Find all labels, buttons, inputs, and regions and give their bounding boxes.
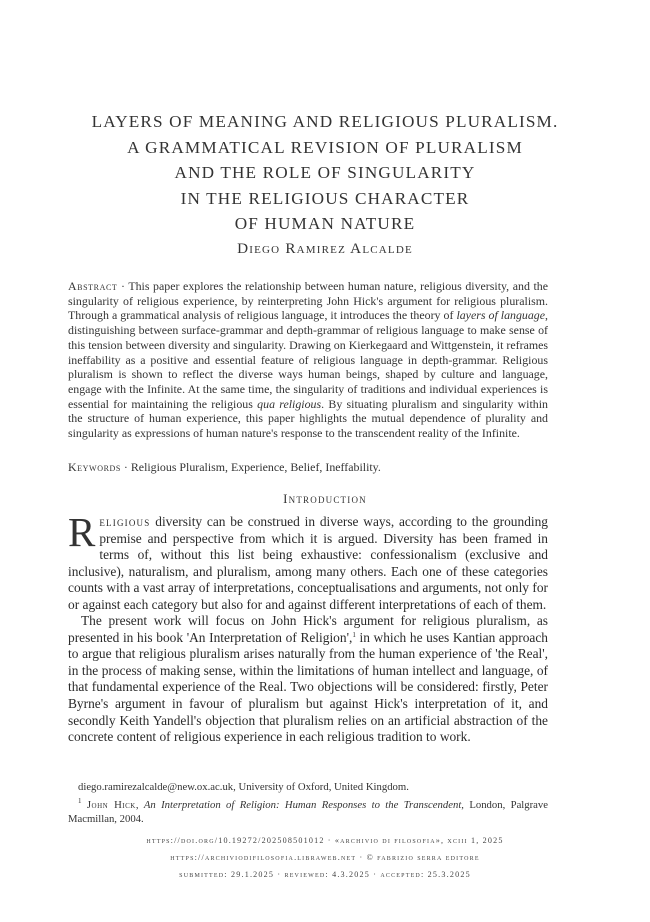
footnote-book-title: An Interpretation of Religion: Human Responses to the Transcendent (143, 799, 462, 811)
publisher-line: https://archiviodifilosofia.libraweb.net · © fabrizio serra editore (170, 853, 480, 862)
title-line: A GRAMMATICAL REVISION OF PLURALISM (127, 137, 523, 157)
keywords-separator: · (120, 460, 131, 474)
keywords-label: Keywords (68, 460, 121, 474)
abstract-separator: · (117, 279, 129, 293)
abstract-text: This paper explores the relationship between human nature, religious diversity, and the singularity of religious experience, by reinterpreting John Hick's argument for religious pluralism. Through a grammatical analysis of religious language, it introduces the theory of (68, 279, 548, 323)
author-contact: diego.ramirezalcalde@new.ox.ac.uk, University of Oxford, United Kingdom. (78, 781, 409, 793)
footnotes (68, 780, 548, 826)
title-line: IN THE RELIGIOUS CHARACTER (180, 188, 470, 208)
abstract-text: . By situating pluralism and singularity within the structure of human experience, this paper highlights the mutual dependence of plurality and singularity as expressions of human nature's response to the transcendent reality of the Infinite. (68, 396, 548, 441)
abstract (68, 279, 548, 441)
footnote-separator: , (135, 799, 144, 811)
keywords-text: Religious Pluralism, Experience, Belief, Ineffability. (130, 460, 381, 474)
drop-cap-lead: eligious (99, 514, 151, 529)
paper-title (40, 109, 610, 237)
title-line: AND THE ROLE OF SINGULARITY (174, 163, 476, 183)
paragraph-text: The present work will focus on John Hick's argument for religious pluralism, as presented in his book 'An Interpretation of Religion', (68, 613, 548, 645)
footnote-text: , London, Palgrave Macmillan, 2004. (68, 799, 549, 825)
doi-line: https://doi.org/10.19272/202508501012 · «archivio di filosofia», xciii 1, 2025 (146, 836, 504, 845)
section-heading: Introduction (283, 491, 367, 506)
abstract-label: Abstract (68, 279, 118, 293)
paragraph (68, 613, 548, 745)
submission-dates: submitted: 29.1.2025 · reviewed: 4.3.2025 · accepted: 25.3.2025 (179, 870, 471, 879)
footnote-reference[interactable]: 1 (352, 630, 356, 639)
abstract-emphasis: layers of language (456, 308, 546, 323)
title-line: OF HUMAN NATURE (234, 214, 416, 234)
abstract-emphasis: qua religious (257, 396, 322, 411)
keywords (68, 460, 548, 475)
paragraph-text: in which he uses Kantian approach to argue that religious pluralism arises naturally from the human experience of 'the Real', in the process of making sense, within the limitations of human intellect and language, of that fundamental experience of the Real. Two objections will be considered: firstly, Peter Byrne's argument in favour of pluralism but against Hick's interpretation of it, and secondly Keith Yandell's objection that pluralism relies on an artificial abstraction of the concrete content of religious experience in each religious tradition to work. (68, 629, 548, 745)
title-line: LAYERS OF MEANING AND RELIGIOUS PLURALISM. (91, 112, 559, 131)
body-text (68, 509, 548, 746)
author-name: Diego Ramirez Alcalde (237, 240, 413, 257)
footnote-marker: 1 (78, 797, 82, 805)
paragraph-text: diversity can be construed in diverse ways, according to the grounding premise and perspective from which it is argued. Diversity has been framed in terms of, without this list being exhaustive: confessionalism (exclusive and inclusive), naturalism, and pluralism, among many others. Each one of these categories counts with a vast array of interpretations, conceptualisations and arguments, not only for or against each category but also for and against different interpretations of each of them. (68, 514, 548, 612)
abstract-text: , distinguishing between surface-grammar and depth-grammar of religious language to make sense of this tension between diversity and singularity. Drawing on Kierkegaard and Wittgenstein, it reframes ineffability as a positive and essential feature of religious language in depth-grammar. Religious pluralism is shown to reflect the diverse ways human beings, shaped by culture and language, engage with the Infinite. At the same time, the singularity of traditions and individual experiences is essential for maintaining the religious (68, 308, 549, 411)
drop-cap: R (68, 509, 96, 555)
footnote-author: John Hick (86, 799, 136, 811)
paragraph (68, 509, 548, 613)
footnote (68, 798, 548, 826)
